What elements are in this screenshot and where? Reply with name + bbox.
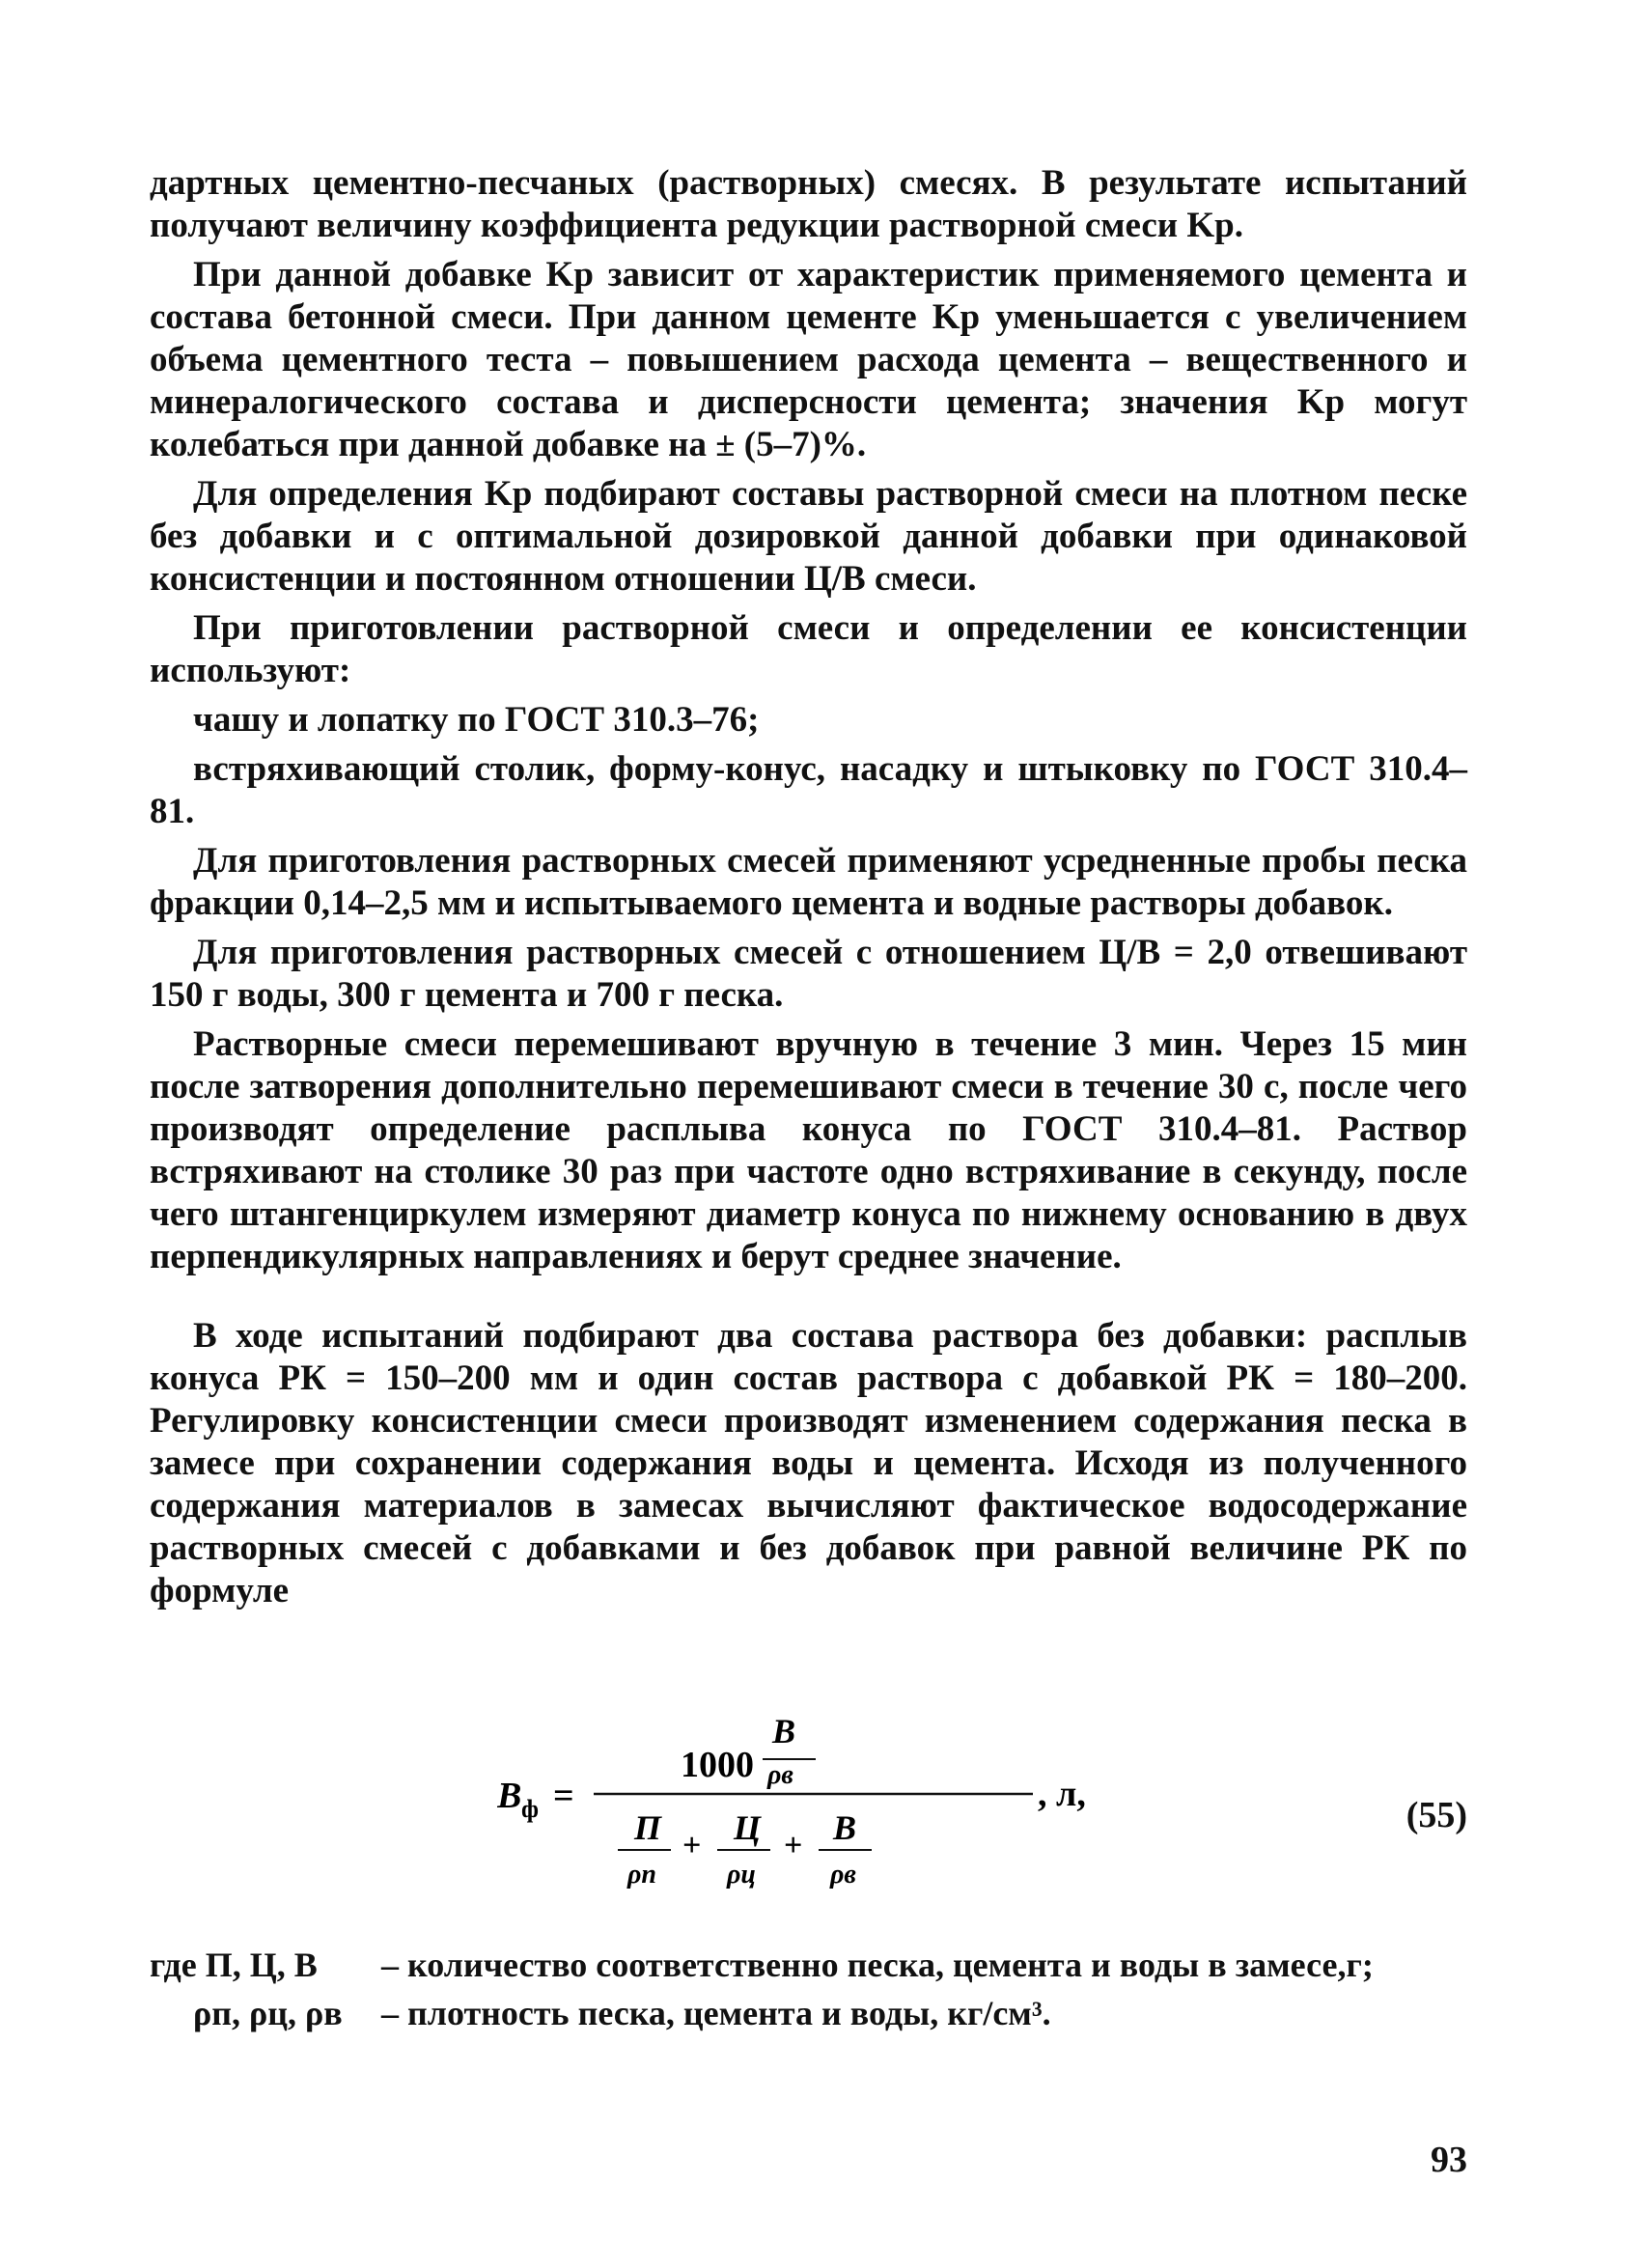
formula-equals: = [553, 1776, 574, 1816]
formula-lhs-sub: ф [521, 1795, 539, 1823]
den-plus-1: + [682, 1828, 702, 1863]
den-term-2-bottom: ρц [727, 1860, 756, 1890]
body-text [150, 162, 1467, 1619]
den-term-2-top: Ц [734, 1808, 762, 1847]
den-term-1-top: П [634, 1808, 662, 1847]
paragraph-6: встряхивающий столик, форму-конус, насадку и штыковку по ГОСТ 310.4–81. [150, 749, 1467, 831]
paragraph-1: дартных цементно-песчаных (растворных) смесях. В результате испытаний получают величину коэффициента редукции растворной смеси Kр. [150, 163, 1467, 245]
den-term-1-bottom: ρп [627, 1860, 656, 1890]
den-plus-2: + [784, 1828, 803, 1863]
paragraph-2: При данной добавке Kр зависит от характеристик применяемого цемента и состава бетонной смеси. При данном цементе Kр уменьшается с увеличением объема цементного теста – повышением расхода цемента – вещественного и минералогического состава и дисперсности цемента; значения Kр могут колебаться при данной добавке на ± (5–7)%. [150, 255, 1467, 464]
paragraph-7: Для приготовления растворных смесей применяют усредненные пробы песка фракции 0,14–2,5 мм и испытываемого цемента и водные растворы добавок. [150, 841, 1467, 923]
den-term-3-bottom: ρв [830, 1860, 856, 1890]
formula-55 [150, 1709, 1467, 1902]
numerator-frac-bottom: ρв [767, 1760, 793, 1790]
paragraph-8: Для приготовления растворных смесей с отношением Ц/В = 2,0 отвешивают 150 г воды, 300 г цемента и 700 г песка. [150, 933, 1467, 1015]
legend-2-symbols: ρп, ρц, ρв [193, 1994, 343, 2032]
formula-lhs-base: B [497, 1776, 522, 1816]
paragraph-3: Для определения Kр подбирают составы растворной смеси на плотном песке без добавки и с оптимальной дозировкой данной добавки при одинаковой консистенции и постоянном отношении Ц/В смеси. [150, 474, 1467, 599]
paragraph-10: В ходе испытаний подбирают два состава раствора без добавки: расплыв конуса РК = 150–200 мм и один состав раствора с добавкой РК = 180–200. Регулировку консистенции смеси производят изменением содержания песка в замесе при сохранении содержания воды и цемента. Исходя из полученного содержания материалов в замесах вычисляют фактическое водосодержание растворных смесей с добавками и без добавок при равной величине РК по формуле [150, 1316, 1467, 1610]
formula-legend [150, 1941, 1467, 2037]
formula-graphic [497, 1709, 1096, 1902]
paragraph-4: При приготовлении растворной смеси и определении ее консистенции используют: [150, 608, 1467, 690]
legend-2-text: – плотность песка, цемента и воды, кг/см³. [381, 1994, 1051, 2032]
legend-row-1 [150, 1941, 1467, 1989]
equation-number: (55) [1405, 1795, 1467, 1835]
numerator-coef: 1000 [681, 1745, 754, 1785]
legend-1-symbols: где П, Ц, В [150, 1946, 318, 1984]
den-term-3-top: B [833, 1808, 857, 1847]
paragraph-5: чашу и лопатку по ГОСТ 310.3–76; [193, 700, 760, 740]
legend-row-2 [150, 1989, 1467, 2037]
paragraph-9: Растворные смеси перемешивают вручную в течение 3 мин. Через 15 мин после затворения дополнительно перемешивают смеси в течение 30 с, после чего производят определение расплыва конуса по ГОСТ 310.4–81. Раствор встряхивают на столике 30 раз при частоте одно встряхивание в секунду, после чего штангенциркулем измеряют диаметр конуса по нижнему основанию в двух перпендикулярных направлениях и берут среднее значение. [150, 1024, 1467, 1276]
formula-unit: , л, [1038, 1774, 1086, 1814]
page-number: 93 [1431, 2140, 1467, 2180]
numerator-frac-top: B [772, 1712, 796, 1750]
legend-1-text: – количество соответственно песка, цемента и воды в замесе,г; [381, 1946, 1374, 1984]
